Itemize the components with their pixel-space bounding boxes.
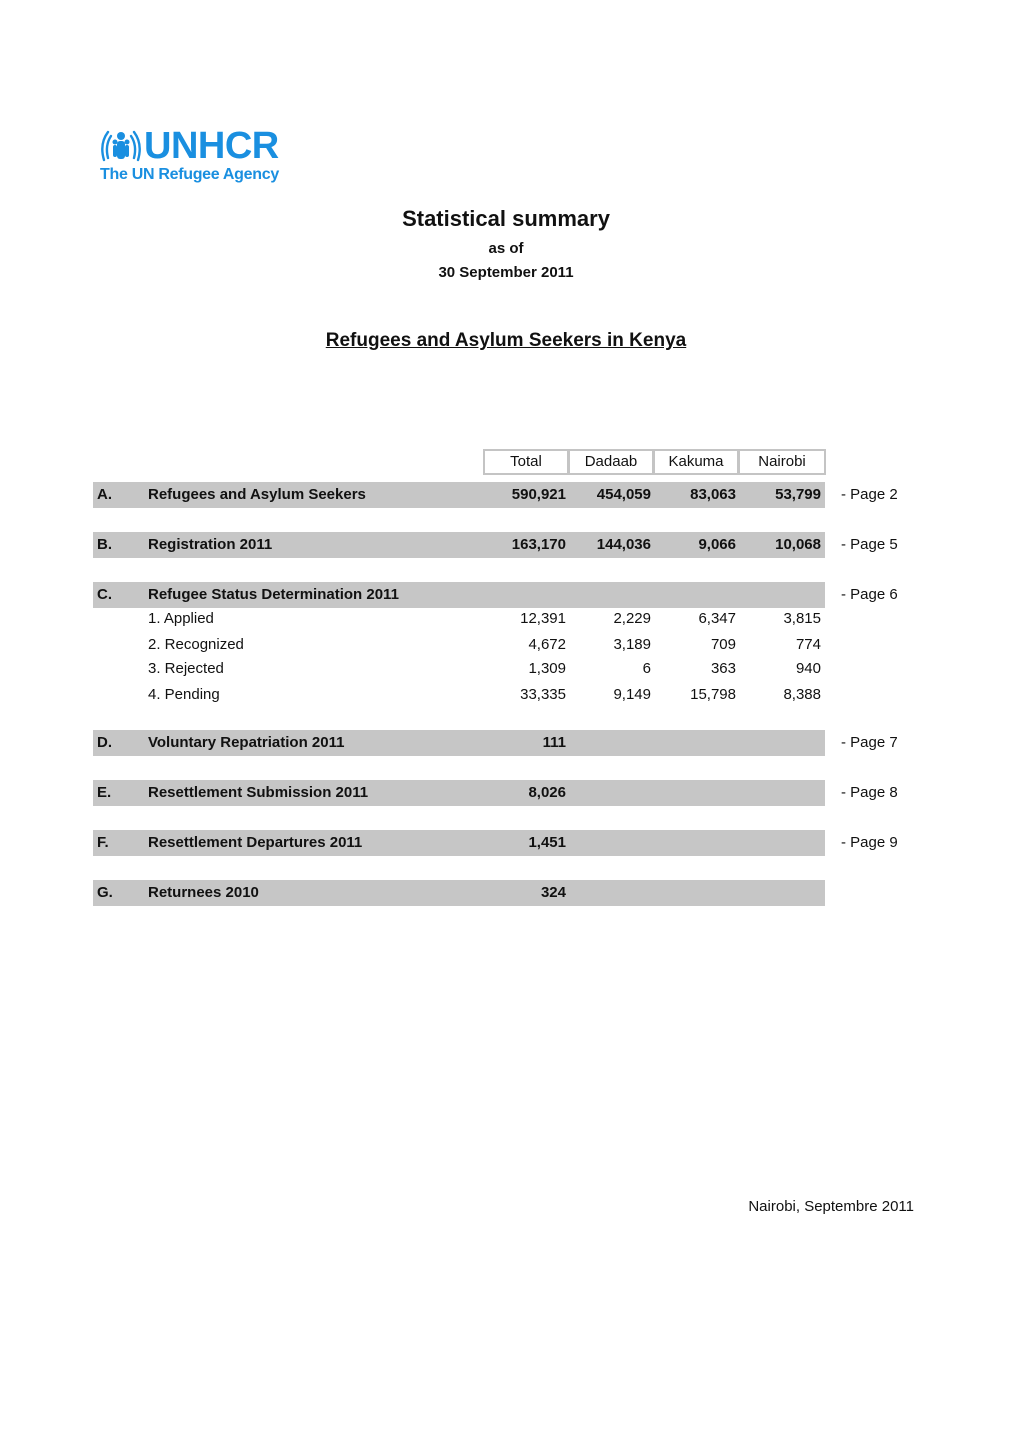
as-of-label: as of <box>488 240 524 257</box>
section-letter: C. <box>97 586 112 603</box>
section-letter: B. <box>97 536 112 553</box>
kakuma-value: 709 <box>710 636 736 653</box>
dadaab-value: 454,059 <box>596 486 651 503</box>
section-letter: F. <box>97 834 109 851</box>
column-header-kakuma: Kakuma <box>653 449 739 475</box>
nairobi-value: 53,799 <box>775 486 821 503</box>
total-value: 1,309 <box>528 660 566 677</box>
rsd-row-label: 4. Pending <box>148 686 220 703</box>
dadaab-value: 144,036 <box>596 536 651 553</box>
kakuma-value: 83,063 <box>690 486 736 503</box>
section-letter: D. <box>97 734 112 751</box>
unhcr-logo <box>98 126 308 188</box>
nairobi-value: 940 <box>795 660 821 677</box>
total-value: 8,026 <box>528 784 566 801</box>
kakuma-value: 15,798 <box>690 686 736 703</box>
total-value: 590,921 <box>511 486 566 503</box>
page-reference: - Page 2 <box>841 486 898 503</box>
dadaab-value: 9,149 <box>613 686 651 703</box>
kakuma-value: 9,066 <box>698 536 736 553</box>
nairobi-value: 3,815 <box>783 610 821 627</box>
column-header-nairobi: Nairobi <box>738 449 826 475</box>
total-value: 4,672 <box>528 636 566 653</box>
document-title: Statistical summary <box>402 206 610 231</box>
rsd-row-label: 2. Recognized <box>148 636 244 653</box>
section-label: Registration 2011 <box>148 536 273 553</box>
total-value: 12,391 <box>520 610 566 627</box>
section-letter: A. <box>97 486 112 503</box>
section-label: Resettlement Departures 2011 <box>148 834 363 851</box>
section-label: Returnees 2010 <box>148 884 259 901</box>
total-value: 111 <box>542 734 566 751</box>
nairobi-value: 8,388 <box>783 686 821 703</box>
dadaab-value: 3,189 <box>613 636 651 653</box>
nairobi-value: 10,068 <box>775 536 821 553</box>
nairobi-value: 774 <box>795 636 821 653</box>
total-value: 163,170 <box>511 536 566 553</box>
page-reference: - Page 7 <box>841 734 898 751</box>
kakuma-value: 6,347 <box>698 610 736 627</box>
footer-place-date: Nairobi, Septembre 2011 <box>748 1198 914 1215</box>
section-label: Resettlement Submission 2011 <box>148 784 369 801</box>
total-value: 324 <box>540 884 566 901</box>
dadaab-value: 6 <box>642 660 651 677</box>
section-letter: G. <box>97 884 113 901</box>
rsd-row-label: 3. Rejected <box>148 660 224 677</box>
logo-brand: UNHCR <box>144 125 279 167</box>
unhcr-emblem-icon <box>98 126 144 166</box>
page-reference: - Page 6 <box>841 586 898 603</box>
section-heading: Refugees and Asylum Seekers in Kenya <box>325 330 687 351</box>
section-letter: E. <box>97 784 112 801</box>
kakuma-value: 363 <box>710 660 736 677</box>
page-reference: - Page 9 <box>841 834 898 851</box>
total-value: 1,451 <box>528 834 566 851</box>
total-value: 33,335 <box>520 686 566 703</box>
section-label: Refugee Status Determination 2011 <box>148 586 399 603</box>
dadaab-value: 2,229 <box>613 610 651 627</box>
column-header-dadaab: Dadaab <box>568 449 654 475</box>
page-reference: - Page 8 <box>841 784 898 801</box>
report-date: 30 September 2011 <box>438 264 574 281</box>
section-label: Voluntary Repatriation 2011 <box>148 734 345 751</box>
page-reference: - Page 5 <box>841 536 898 553</box>
logo-tagline: The UN Refugee Agency <box>100 166 279 183</box>
section-label: Refugees and Asylum Seekers <box>148 486 366 503</box>
rsd-row-label: 1. Applied <box>148 610 214 627</box>
column-header-total: Total <box>483 449 569 475</box>
